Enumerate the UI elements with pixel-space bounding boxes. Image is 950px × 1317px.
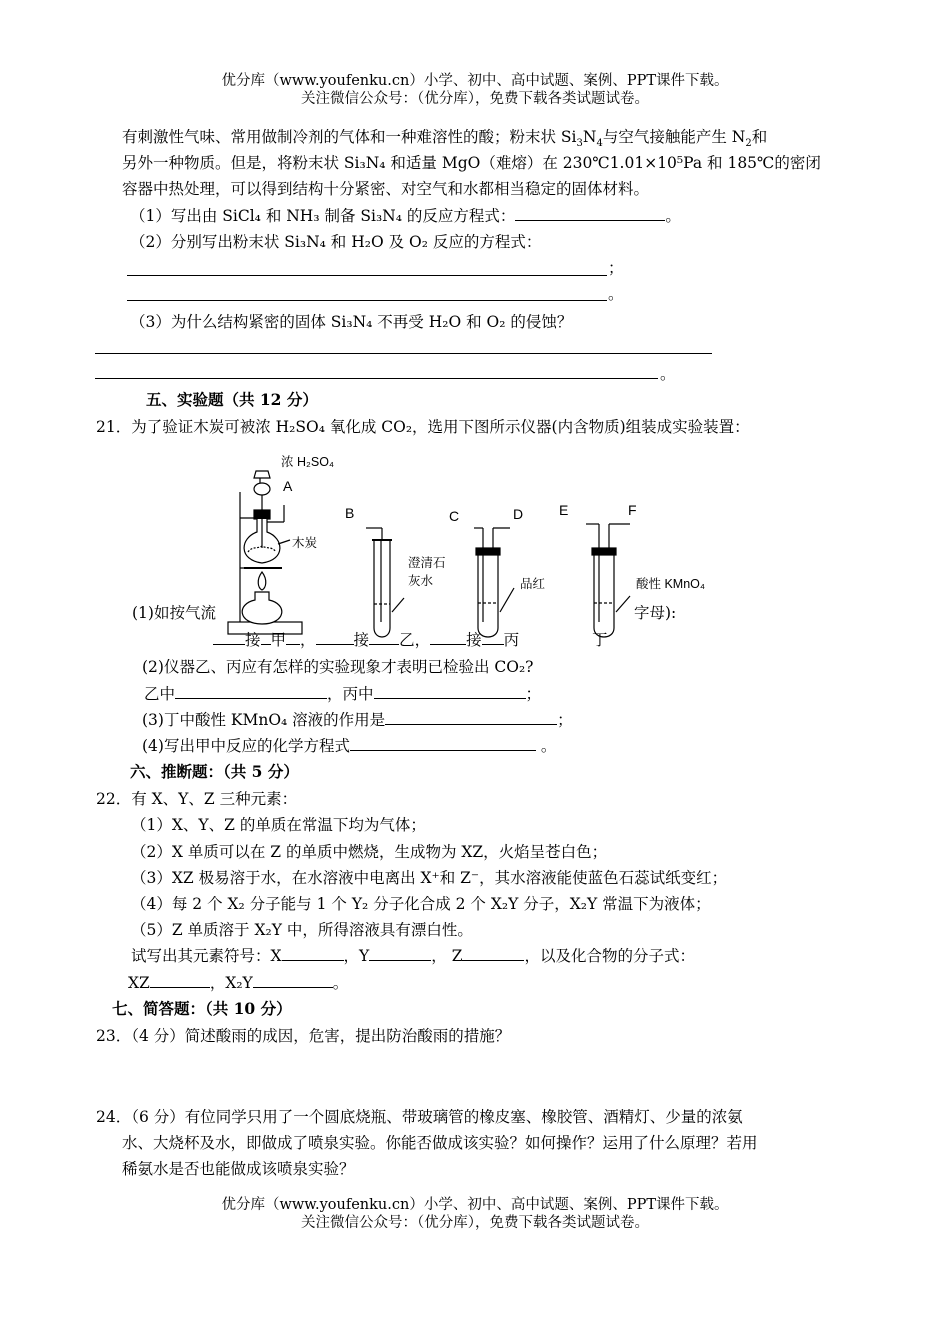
answer-blank[interactable] xyxy=(150,973,210,988)
q21-sub-2: (2)仪器乙、丙应有怎样的实验现象才表明已检验出 CO₂? xyxy=(142,658,534,676)
alcohol-lamp xyxy=(242,592,282,624)
answer-blank[interactable] xyxy=(369,946,431,961)
q20-sub-3: （3）为什么结构紧密的固体 Si₃N₄ 不再受 H₂O 和 O₂ 的侵蚀？ xyxy=(130,313,573,331)
q20-sub-3-period: 。 xyxy=(660,365,676,383)
q24-line-1: 24．（6 分）有位同学只用了一个圆底烧瓶、带玻璃管的橡皮塞、橡胶管、酒精灯、少量的浓氨 xyxy=(96,1108,743,1126)
label-f: F xyxy=(628,502,637,518)
header-line-2: 关注微信公众号：（优分库），免费下载各类试题试卷。 xyxy=(301,91,649,107)
q22-stem: 22．有 X、Y、Z 三种元素： xyxy=(96,790,298,808)
q21-sub-1-start: (1)如按气流 xyxy=(132,604,216,622)
label-e: E xyxy=(559,502,569,518)
answer-blank[interactable] xyxy=(282,946,344,961)
stopper-cd xyxy=(476,548,500,555)
label-limewater-1: 澄清石 xyxy=(408,556,446,570)
answer-blank[interactable] xyxy=(385,710,557,725)
section-7-title: 七、简答题：（共 10 分） xyxy=(112,999,292,1018)
tube-b xyxy=(374,540,390,637)
label-limewater-2: 灰水 xyxy=(408,574,434,588)
label-a: A xyxy=(283,478,293,494)
q21-sub-2-answers: 乙中 ，丙中 ； xyxy=(144,685,542,703)
lamp-flame xyxy=(258,572,266,590)
q20-para-line-3: 容器中热处理，可以得到结构十分紧密、对空气和水都相当稳定的固体材料。 xyxy=(122,180,650,198)
q20-para-line-1: 有刺激性气味、常用做制冷剂的气体和一种难溶性的酸；粉末状 $Si_3N_4$与空气接触能产生 $N_2$和 xyxy=(122,128,768,150)
footer-line-2: 关注微信公众号：（优分库），免费下载各类试题试卷。 xyxy=(301,1215,649,1231)
stopper-ef xyxy=(592,548,616,555)
header-line-1: 优分库（www.youfenku.cn）小学、初中、高中试题、案例、PPT课件下载。 xyxy=(221,73,729,89)
label-charcoal: 木炭 xyxy=(292,536,318,550)
funnel-bulb xyxy=(254,483,270,495)
q22-clue-5: （5）Z 单质溶于 X₂Y 中，所得溶液具有漂白性。 xyxy=(131,921,473,939)
q20-sub-2: （2）分别写出粉末状 Si₃N₄ 和 H₂O 及 O₂ 反应的方程式： xyxy=(130,233,542,251)
label-b: B xyxy=(345,505,355,521)
answer-blank[interactable] xyxy=(430,630,466,645)
section-6-title: 六、推断题：（共 5 分） xyxy=(130,762,299,781)
q21-label-ding: 丁 xyxy=(592,631,608,649)
stopper xyxy=(254,510,270,519)
answer-blank[interactable] xyxy=(462,946,524,961)
q22-ask-1: 试写出其元素符号：X ，Y ， Z ，以及化合物的分子式： xyxy=(131,947,695,965)
answer-blank[interactable] xyxy=(350,736,536,751)
answer-blank[interactable] xyxy=(175,684,327,699)
q22-clue-1: （1）X、Y、Z 的单质在常温下均为气体； xyxy=(131,816,426,834)
q22-clue-3: （3）XZ 极易溶于水，在水溶液中电离出 X⁺和 Z⁻，其水溶液能使蓝色石蕊试纸变红； xyxy=(131,869,728,887)
q22-clue-4: （4）每 2 个 X₂ 分子能与 1 个 Y₂ 分子化合成 2 个 X₂Y 分子，X₂Y 常温下为液体； xyxy=(131,895,711,913)
q23-text: 23．（4 分）简述酸雨的成因，危害，提出防治酸雨的措施？ xyxy=(96,1027,511,1045)
q21-sub-4: (4)写出甲中反应的化学方程式 。 xyxy=(142,737,557,755)
q24-line-2: 水、大烧杯及水，即做成了喷泉实验。你能否做成该实验？如何操作？运用了什么原理？若用 xyxy=(122,1134,758,1152)
q20-sub-1: （1）写出由 SiCl₄ 和 NH₃ 制备 Si₃N₄ 的反应方程式： 。 xyxy=(130,207,681,225)
q21-sub-3: (3)丁中酸性 KMnO₄ 溶液的作用是 ； xyxy=(142,711,573,729)
answer-blank[interactable] xyxy=(482,630,504,645)
q21-sub-1-order: 接 甲 ， 接 乙， 接 丙 xyxy=(213,630,519,650)
answer-blank[interactable] xyxy=(369,630,399,645)
q20-para-line-2: 另外一种物质。但是，将粉末状 Si₃N₄ 和适量 MgO（难熔）在 230℃1.01×10⁵Pa 和 185℃的密闭 xyxy=(122,154,821,172)
footer-line-1: 优分库（www.youfenku.cn）小学、初中、高中试题、案例、PPT课件下载。 xyxy=(221,1197,729,1213)
answer-blank[interactable] xyxy=(253,973,333,988)
q20-sub-2-semicolon: ； xyxy=(608,259,624,277)
label-kmno4: 酸性 KMnO₄ xyxy=(636,577,706,591)
label-conc-acid: 浓 H₂SO₄ xyxy=(281,455,335,469)
tube-cd xyxy=(478,555,498,637)
section-5-title: 五、实验题（共 12 分） xyxy=(146,390,318,409)
q22-clue-2: （2）X 单质可以在 Z 的单质中燃烧，生成物为 XZ，火焰呈苍白色； xyxy=(131,843,608,861)
label-c: C xyxy=(449,508,460,524)
label-d: D xyxy=(513,506,524,522)
tube-ef xyxy=(594,555,614,637)
answer-blank[interactable] xyxy=(316,630,354,645)
q20-sub-2-period: 。 xyxy=(608,285,624,303)
q22-ask-2: XZ ，X₂Y 。 xyxy=(128,974,349,992)
q21-stem: 21．为了验证木炭可被浓 H₂SO₄ 氧化成 CO₂，选用下图所示仪器(内含物质)组装成实验装置： xyxy=(96,418,750,436)
q21-sub-1-end: 字母): xyxy=(634,604,677,622)
label-pinkred: 品红 xyxy=(520,577,546,591)
answer-blank[interactable] xyxy=(374,684,526,699)
q24-line-3: 稀氨水是否也能做成该喷泉实验？ xyxy=(122,1160,355,1178)
answer-blank[interactable] xyxy=(213,630,245,645)
